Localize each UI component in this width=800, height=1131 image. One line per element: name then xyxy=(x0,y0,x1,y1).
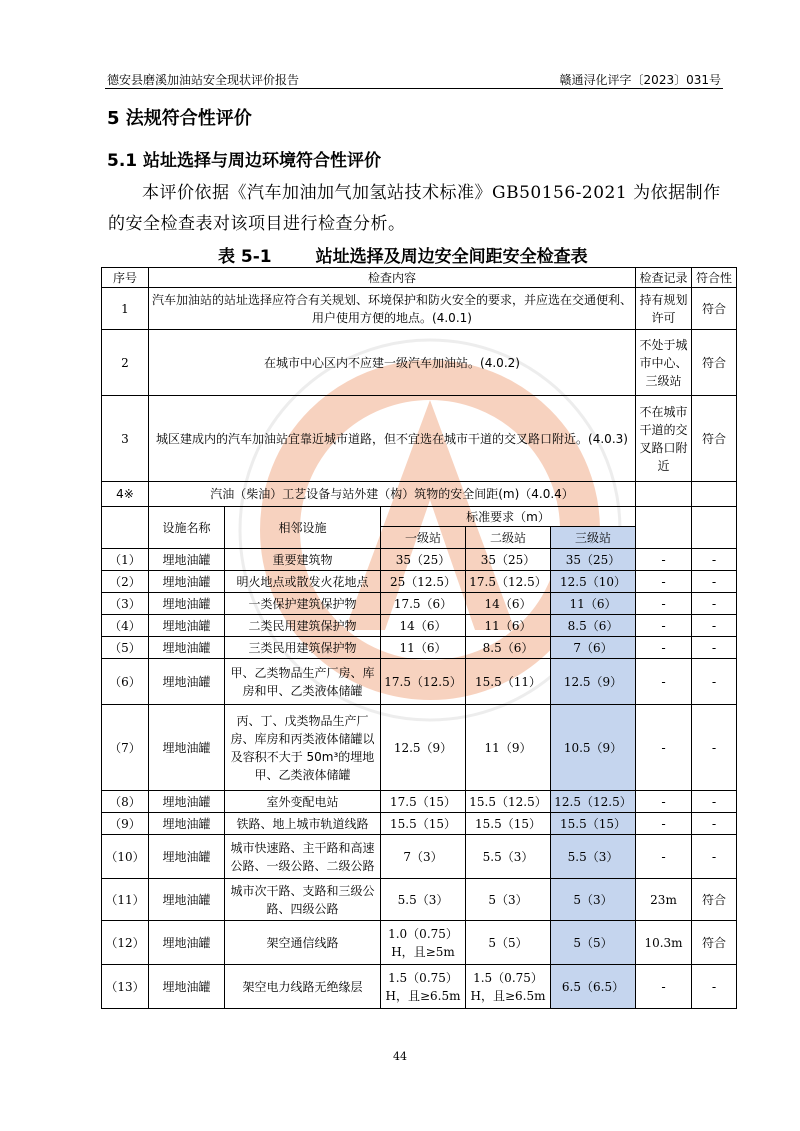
row-adjacent: 城市快速路、主干路和高速公路、一级公路、二级公路 xyxy=(225,835,381,879)
row-grade1: 1.5（0.75）H，且≥6.5m xyxy=(381,965,466,1009)
table-row xyxy=(102,813,737,835)
row-seq: 3 xyxy=(102,396,149,482)
row-grade1: 35（25） xyxy=(381,549,466,571)
row-adjacent: 架空电力线路无绝缘层 xyxy=(225,965,381,1009)
row-facility: 埋地油罐 xyxy=(149,705,225,791)
row-grade3: 5.5（3） xyxy=(551,835,636,879)
table-row xyxy=(102,482,737,507)
row-adjacent: 二类民用建筑保护物 xyxy=(225,615,381,637)
row-record: 不处于城市中心、三级站 xyxy=(636,330,692,396)
row-record: 10.3m xyxy=(636,921,692,965)
table-row xyxy=(102,593,737,615)
row-content: 在城市中心区内不应建一级汽车加油站。(4.0.2) xyxy=(149,330,636,396)
table-header-row xyxy=(102,268,737,288)
row-record: - xyxy=(636,705,692,791)
sub-header-row xyxy=(102,507,737,527)
row-facility: 埋地油罐 xyxy=(149,791,225,813)
sub-header-grade3: 三级站 xyxy=(551,527,636,549)
row-grade1: 5.5（3） xyxy=(381,879,466,921)
header-report-number: 赣通浔化评字〔2023〕031号 xyxy=(559,73,721,87)
sub-header-facility: 设施名称 xyxy=(149,507,225,549)
row-facility: 埋地油罐 xyxy=(149,813,225,835)
row-record: 23m xyxy=(636,879,692,921)
table-row xyxy=(102,965,737,1009)
row-facility: 埋地油罐 xyxy=(149,835,225,879)
row-grade2: 5（3） xyxy=(466,879,551,921)
row-conform: - xyxy=(692,965,737,1009)
row-seq: （9） xyxy=(102,813,149,835)
row-conform: - xyxy=(692,615,737,637)
row-record: - xyxy=(636,571,692,593)
row-grade1: 7（3） xyxy=(381,835,466,879)
row-record: - xyxy=(636,549,692,571)
row-conform: 符合 xyxy=(692,396,737,482)
row-seq: （13） xyxy=(102,965,149,1009)
row-facility: 埋地油罐 xyxy=(149,921,225,965)
row-adjacent: 三类民用建筑保护物 xyxy=(225,637,381,659)
header-content: 检查内容 xyxy=(149,268,636,288)
row-conform: - xyxy=(692,659,737,705)
row-facility: 埋地油罐 xyxy=(149,659,225,705)
row-grade2: 17.5（12.5） xyxy=(466,571,551,593)
row-record: - xyxy=(636,659,692,705)
row-seq: （2） xyxy=(102,571,149,593)
row-conform: - xyxy=(692,593,737,615)
row-adjacent: 架空通信线路 xyxy=(225,921,381,965)
row-conform xyxy=(692,482,737,507)
row-conform: - xyxy=(692,549,737,571)
table-row xyxy=(102,659,737,705)
row-grade2: 35（25） xyxy=(466,549,551,571)
row-facility: 埋地油罐 xyxy=(149,549,225,571)
row-grade3: 7（6） xyxy=(551,637,636,659)
row-grade1: 17.5（15） xyxy=(381,791,466,813)
row-facility: 埋地油罐 xyxy=(149,615,225,637)
row-adjacent: 重要建筑物 xyxy=(225,549,381,571)
row-conform: - xyxy=(692,813,737,835)
row-grade2: 5.5（3） xyxy=(466,835,551,879)
row-grade3: 11（6） xyxy=(551,593,636,615)
row-grade1: 17.5（12.5） xyxy=(381,659,466,705)
row-grade2: 15.5（11） xyxy=(466,659,551,705)
row-grade3: 6.5（6.5） xyxy=(551,965,636,1009)
page-header xyxy=(105,70,723,89)
row-adjacent: 丙、丁、戊类物品生产厂房、库房和丙类液体储罐以及容积不大于 50m³的埋地甲、乙类液体储罐 xyxy=(225,705,381,791)
table-row xyxy=(102,921,737,965)
sub-header-grade1: 一级站 xyxy=(381,527,466,549)
row-conform: - xyxy=(692,705,737,791)
table-row xyxy=(102,835,737,879)
intro-paragraph: 本评价依据《汽车加油加气加氢站技术标准》GB50156-2021 为依据制作的安全检查表对该项目进行检查分析。 xyxy=(108,183,721,234)
subsection-title: 5.1 站址选择与周边环境符合性评价 xyxy=(107,151,382,171)
row-facility: 埋地油罐 xyxy=(149,593,225,615)
row-facility: 埋地油罐 xyxy=(149,571,225,593)
row-grade1: 14（6） xyxy=(381,615,466,637)
row-grade1: 17.5（6） xyxy=(381,593,466,615)
row-adjacent: 一类保护建筑保护物 xyxy=(225,593,381,615)
row-adjacent: 铁路、地上城市轨道线路 xyxy=(225,813,381,835)
row-grade1: 15.5（15） xyxy=(381,813,466,835)
row-seq: （12） xyxy=(102,921,149,965)
row-facility: 埋地油罐 xyxy=(149,965,225,1009)
row-grade3: 12.5（9） xyxy=(551,659,636,705)
row-content: 汽油（柴油）工艺设备与站外建（构）筑物的安全间距(m)（4.0.4） xyxy=(149,482,636,507)
sub-header-grade2: 二级站 xyxy=(466,527,551,549)
row-adjacent: 城市次干路、支路和三级公路、四级公路 xyxy=(225,879,381,921)
sub-header-adjacent: 相邻设施 xyxy=(225,507,381,549)
row-record: - xyxy=(636,835,692,879)
header-record: 检查记录 xyxy=(636,268,692,288)
row-adjacent: 甲、乙类物品生产厂房、库房和甲、乙类液体储罐 xyxy=(225,659,381,705)
row-grade1: 12.5（9） xyxy=(381,705,466,791)
section-title: 5 法规符合性评价 xyxy=(107,108,252,129)
row-facility: 埋地油罐 xyxy=(149,637,225,659)
row-seq: （5） xyxy=(102,637,149,659)
row-seq: 4※ xyxy=(102,482,149,507)
row-record: - xyxy=(636,791,692,813)
row-conform: - xyxy=(692,637,737,659)
table-row xyxy=(102,615,737,637)
row-grade2: 15.5（15） xyxy=(466,813,551,835)
row-grade1: 11（6） xyxy=(381,637,466,659)
row-seq: （3） xyxy=(102,593,149,615)
table-row xyxy=(102,705,737,791)
row-grade3: 12.5（10） xyxy=(551,571,636,593)
table-row xyxy=(102,879,737,921)
table-row xyxy=(102,549,737,571)
row-grade3: 35（25） xyxy=(551,549,636,571)
row-seq: （4） xyxy=(102,615,149,637)
table-row xyxy=(102,637,737,659)
row-seq: 1 xyxy=(102,288,149,330)
table-row xyxy=(102,791,737,813)
row-grade1: 25（12.5） xyxy=(381,571,466,593)
safety-check-table xyxy=(101,267,737,1009)
row-conform: 符合 xyxy=(692,288,737,330)
row-grade3: 10.5（9） xyxy=(551,705,636,791)
table-caption-title: 站址选择及周边安全间距安全检查表 xyxy=(315,247,588,267)
row-grade2: 5（5） xyxy=(466,921,551,965)
row-record: 不在城市干道的交叉路口附近 xyxy=(636,396,692,482)
row-record: - xyxy=(636,615,692,637)
row-conform: 符合 xyxy=(692,330,737,396)
row-grade1: 1.0（0.75）H，且≥5m xyxy=(381,921,466,965)
row-grade3: 8.5（6） xyxy=(551,615,636,637)
table-row xyxy=(102,330,737,396)
row-conform: - xyxy=(692,571,737,593)
row-grade2: 8.5（6） xyxy=(466,637,551,659)
header-conform: 符合性 xyxy=(692,268,737,288)
row-conform: - xyxy=(692,791,737,813)
row-record: - xyxy=(636,813,692,835)
page-number: 44 xyxy=(393,1050,407,1063)
row-seq: （1） xyxy=(102,549,149,571)
header-report-title: 德安县磨溪加油站安全现状评价报告 xyxy=(107,73,300,87)
row-record: - xyxy=(636,965,692,1009)
row-content: 汽车加油站的站址选择应符合有关规划、环境保护和防火安全的要求，并应选在交通便利、用户使用方便的地点。(4.0.1) xyxy=(149,288,636,330)
row-grade2: 15.5（12.5） xyxy=(466,791,551,813)
row-conform: 符合 xyxy=(692,921,737,965)
row-grade3: 5（3） xyxy=(551,879,636,921)
row-grade2: 1.5（0.75）H，且≥6.5m xyxy=(466,965,551,1009)
row-seq: 2 xyxy=(102,330,149,396)
row-adjacent: 室外变配电站 xyxy=(225,791,381,813)
row-grade2: 14（6） xyxy=(466,593,551,615)
row-conform: - xyxy=(692,835,737,879)
row-record: - xyxy=(636,637,692,659)
table-row xyxy=(102,396,737,482)
row-grade2: 11（6） xyxy=(466,615,551,637)
table-row xyxy=(102,571,737,593)
row-facility: 埋地油罐 xyxy=(149,879,225,921)
row-seq: （11） xyxy=(102,879,149,921)
table-caption-number: 表 5-1 xyxy=(218,247,272,267)
row-seq: （10） xyxy=(102,835,149,879)
row-grade2: 11（9） xyxy=(466,705,551,791)
row-record: - xyxy=(636,593,692,615)
row-seq: （7） xyxy=(102,705,149,791)
row-adjacent: 明火地点或散发火花地点 xyxy=(225,571,381,593)
row-record: 持有规划许可 xyxy=(636,288,692,330)
sub-header-standard: 标准要求（m） xyxy=(381,507,636,527)
row-seq: （8） xyxy=(102,791,149,813)
row-record xyxy=(636,482,692,507)
row-grade3: 15.5（15） xyxy=(551,813,636,835)
table-row xyxy=(102,288,737,330)
table-caption xyxy=(218,242,632,267)
row-grade3: 12.5（12.5） xyxy=(551,791,636,813)
header-seq: 序号 xyxy=(102,268,149,288)
row-conform: 符合 xyxy=(692,879,737,921)
row-content: 城区建成内的汽车加油站宜靠近城市道路，但不宜选在城市干道的交叉路口附近。(4.0.3) xyxy=(149,396,636,482)
row-seq: （6） xyxy=(102,659,149,705)
row-grade3: 5（5） xyxy=(551,921,636,965)
